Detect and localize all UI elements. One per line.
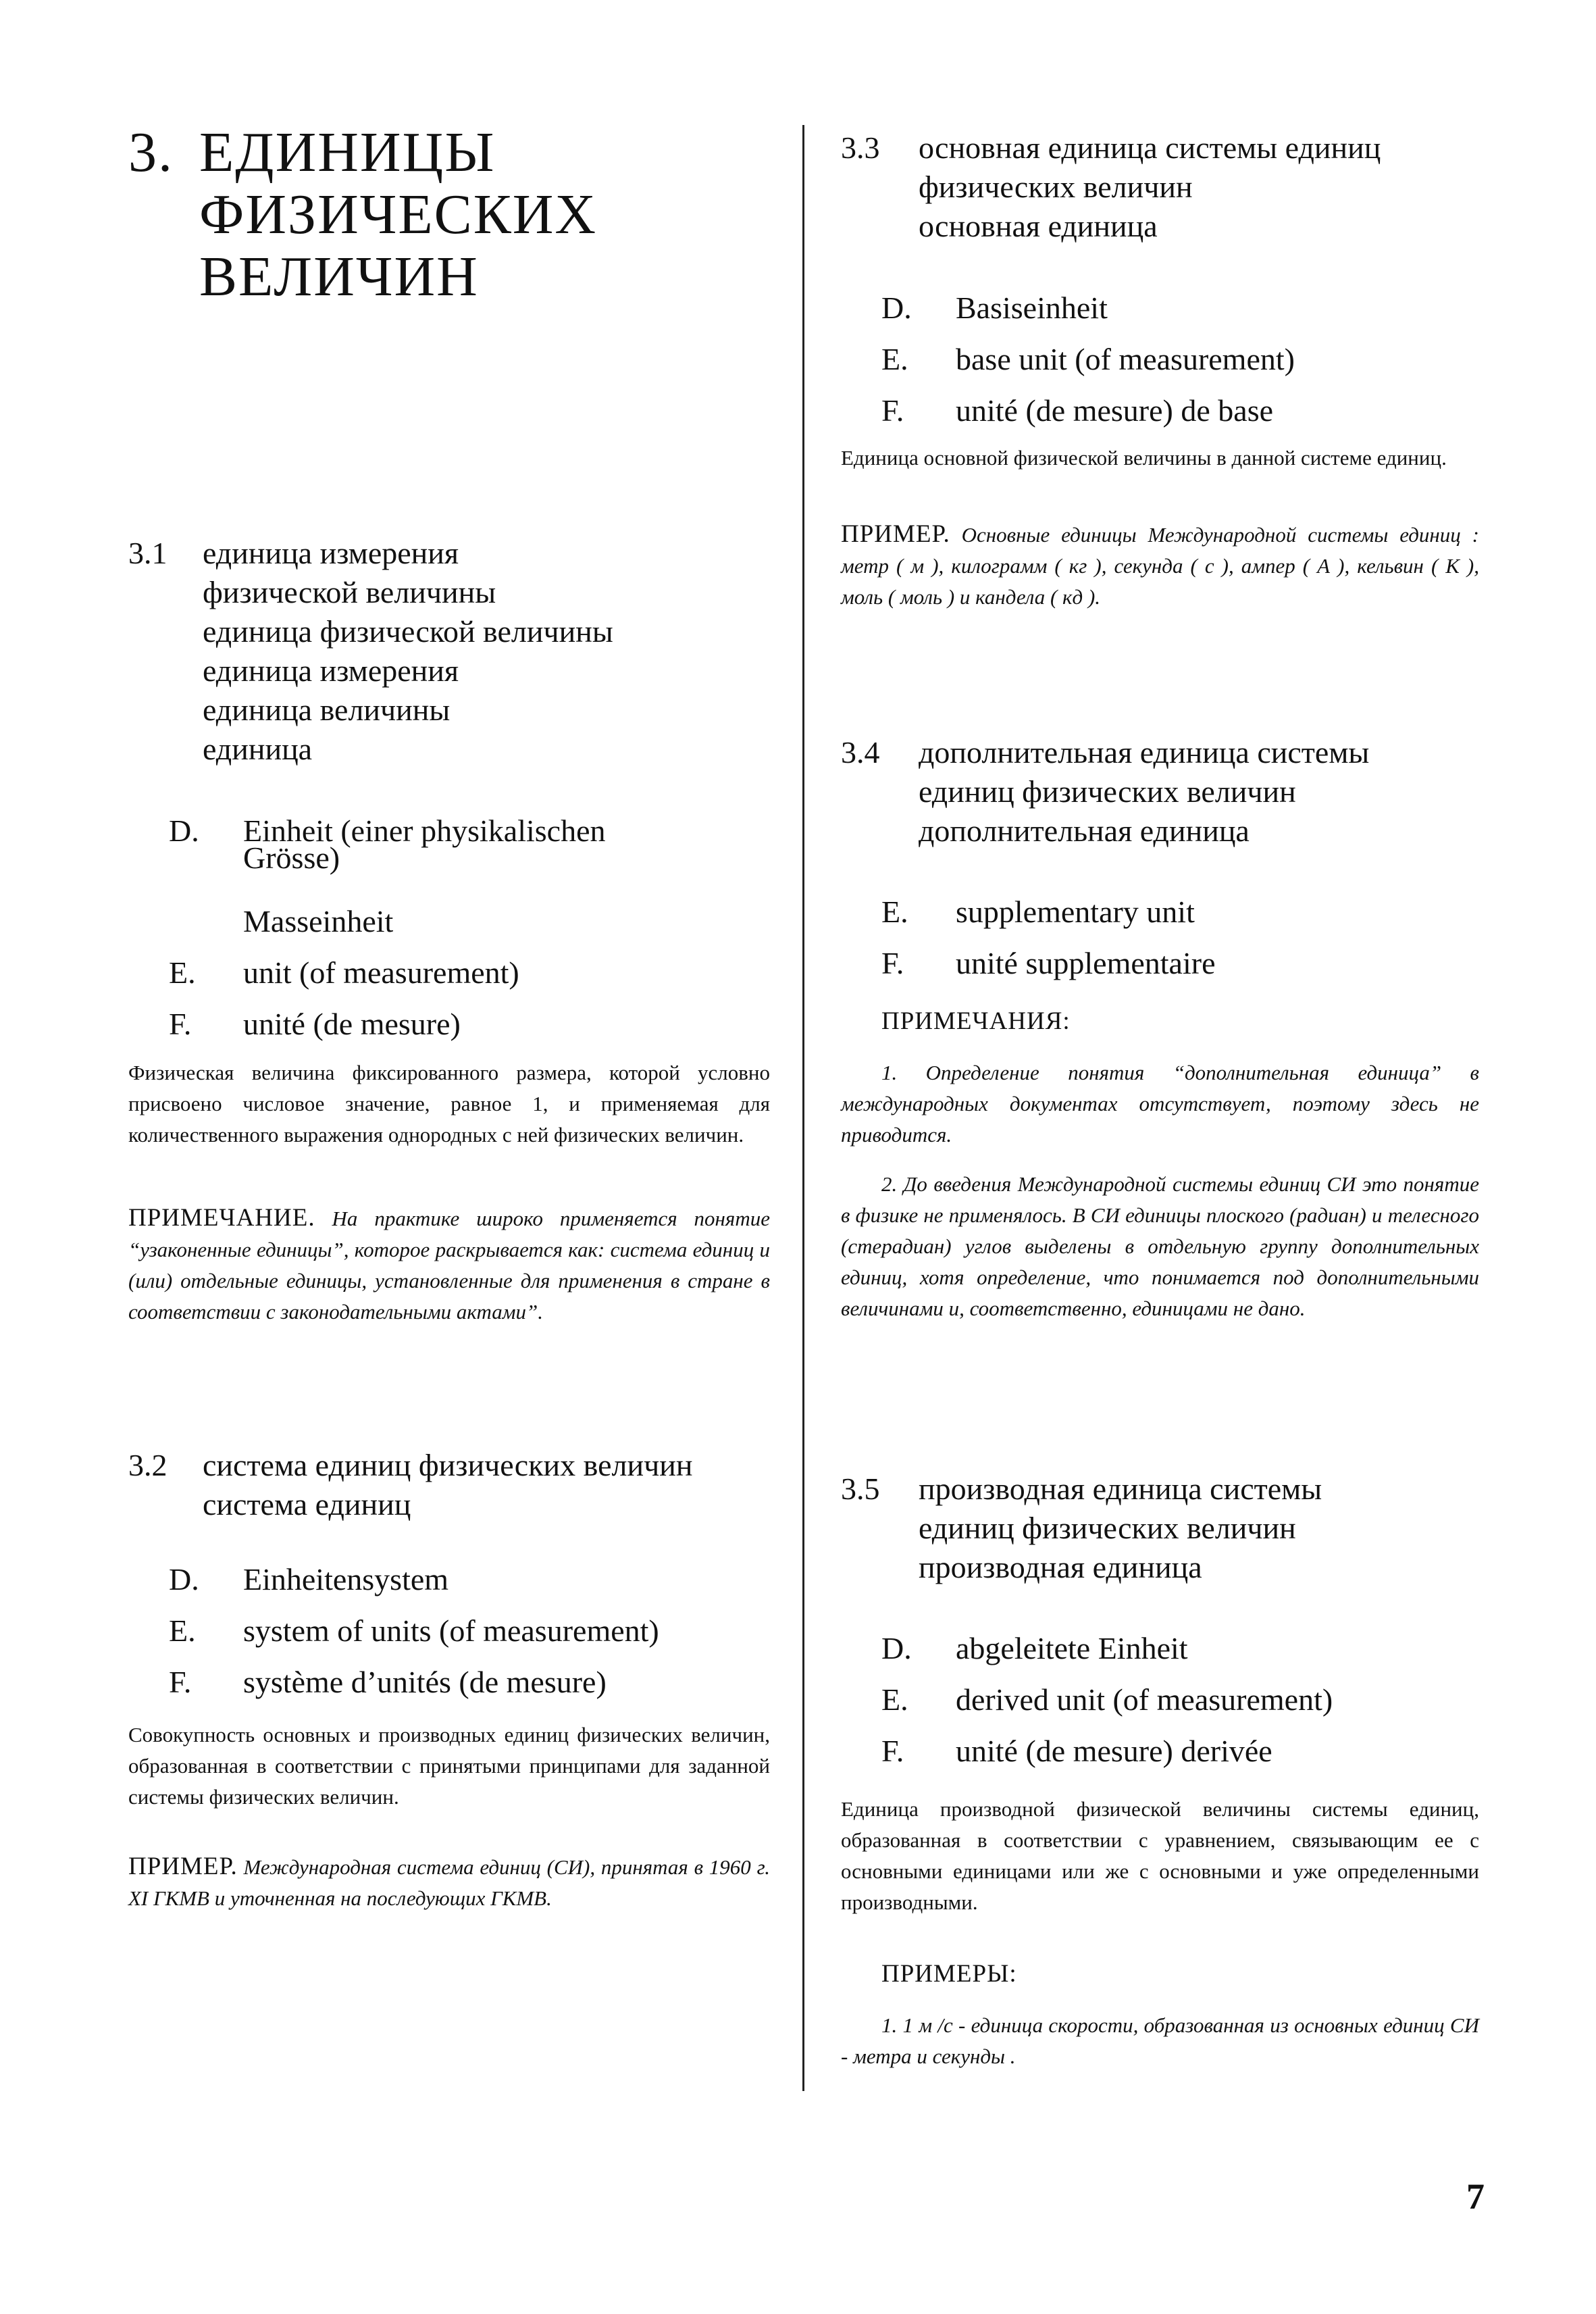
equivalents-3-3 xyxy=(881,282,1476,436)
lang-label-en: E. xyxy=(881,1682,908,1717)
term-name-primary: система единиц физических величин xyxy=(203,1448,693,1482)
term-synonym: единица физической величины xyxy=(203,614,613,649)
chapter-title xyxy=(199,122,672,308)
notes-label-3-4: ПРИМЕЧАНИЯ: xyxy=(881,1007,1071,1035)
example-label: ПРИМЕР. xyxy=(128,1853,238,1880)
term-number: 3.4 xyxy=(841,735,880,770)
chapter-title-line: ЕДИНИЦЫ xyxy=(199,121,496,184)
equivalent-fr xyxy=(881,385,1476,436)
equivalent-text: système d’unités (de mesure) xyxy=(243,1665,607,1699)
note-text: На практике широко применяется понятие “узаконенные единицы”, которое раскрывается как: система единиц и (или) отдельные единицы, установленные для применения в стране в соответствии с законодательными актами”. xyxy=(128,1207,770,1324)
term-synonym: дополнительная единица xyxy=(919,813,1250,848)
example-3-3 xyxy=(841,519,1479,613)
note-3-4-2: 2. До введения Международной системы единиц СИ это понятие в физике не применялось. В СИ единицы плоского (радиан) и телесного (стерадиан) углов выделены в отдельную группу дополнительных единиц, хотя определение, что понимается под дополнительными величинами и, соответственно, единицами не дано. xyxy=(841,1172,1479,1320)
equivalent-text: Basiseinheit xyxy=(956,291,1108,325)
lang-label-fr: F. xyxy=(881,393,904,428)
lang-label-fr: F. xyxy=(169,1665,192,1699)
equivalent-en xyxy=(169,1605,777,1657)
equivalent-de-2 xyxy=(169,896,777,947)
definition-3-3: Единица основной физической величины в данной системе единиц. xyxy=(841,446,1447,470)
lang-label-fr: F. xyxy=(169,1007,192,1041)
example-3-2 xyxy=(128,1851,770,1914)
equivalent-de xyxy=(881,282,1476,334)
definition-3-2: Совокупность основных и производных единиц физических величин, образованная в соответствии с принятыми принципами для заданной системы физических величин. xyxy=(128,1723,770,1809)
term-number: 3.1 xyxy=(128,536,168,570)
term-synonym: единица xyxy=(203,732,313,766)
note-label: ПРИМЕЧАНИЕ. xyxy=(128,1204,315,1232)
term-synonym: единица измерения xyxy=(203,653,459,688)
lang-label-fr: F. xyxy=(881,946,904,980)
term-names xyxy=(203,1446,692,1524)
equivalents-3-2 xyxy=(169,1554,777,1708)
equivalents-3-1 xyxy=(169,805,777,1050)
lang-label-de: D. xyxy=(881,291,912,325)
term-name-primary: единиц физических величин xyxy=(919,1511,1296,1545)
term-number: 3.2 xyxy=(128,1448,168,1482)
term-number: 3.3 xyxy=(841,130,880,165)
example-text: Основные единицы Международной системы единиц : метр ( м ), килограмм ( кг ), секунда ( с ), ампер ( А ), кельвин ( К ), моль ( моль ) и кандела ( кд ). xyxy=(841,523,1479,609)
equivalent-text: unité (de mesure) xyxy=(243,1007,461,1041)
term-names xyxy=(919,1469,1322,1587)
equivalent-text: derived unit (of measurement) xyxy=(956,1682,1333,1717)
equivalent-text: Einheit (einer physikalischen xyxy=(243,813,606,848)
chapter-number: 3. xyxy=(128,121,174,184)
equivalent-text: unit (of measurement) xyxy=(243,955,519,990)
equivalent-en xyxy=(881,334,1476,385)
chapter-title-line: ФИЗИЧЕСКИХ xyxy=(199,183,598,246)
note-3-4-1: 1. Определение понятия “дополнительная единица” в международных документах отсутствует, поэтому здесь не приводится. xyxy=(841,1061,1479,1147)
term-name-primary: основная единица системы единиц xyxy=(919,130,1381,165)
equivalent-text: abgeleitete Einheit xyxy=(956,1631,1188,1665)
term-name-primary: дополнительная единица системы xyxy=(919,735,1370,770)
equivalent-en xyxy=(169,947,777,999)
chapter-title-line: ВЕЛИЧИН xyxy=(199,245,479,308)
equivalent-text: unité (de mesure) de base xyxy=(956,393,1274,428)
example-3-5-1: 1. 1 м /с - единица скорости, образованная из основных единиц СИ - метра и секунды . xyxy=(841,2013,1479,2068)
equivalent-de xyxy=(881,1623,1476,1674)
lang-label-de: D. xyxy=(169,1562,199,1596)
lang-label-en: E. xyxy=(881,342,908,376)
equivalent-text: system of units (of measurement) xyxy=(243,1613,659,1648)
lang-label-fr: F. xyxy=(881,1734,904,1768)
equivalent-text: Grösse) xyxy=(243,840,340,875)
equivalent-text: Masseinheit xyxy=(243,904,394,938)
term-name-primary: единиц физических величин xyxy=(919,774,1296,809)
page-number: 7 xyxy=(1466,2176,1485,2217)
equivalents-3-5 xyxy=(881,1623,1476,1777)
equivalent-fr xyxy=(169,1657,777,1708)
equivalent-text: Einheitensystem xyxy=(243,1562,449,1596)
term-name-primary: физической величины xyxy=(203,575,496,609)
term-name-primary: физических величин xyxy=(919,170,1193,204)
term-names xyxy=(203,534,613,769)
equivalent-fr xyxy=(169,999,777,1050)
equivalent-fr xyxy=(881,1726,1476,1777)
examples-label-3-5: ПРИМЕРЫ: xyxy=(881,1960,1017,1988)
term-name-primary: производная единица системы xyxy=(919,1472,1322,1506)
equivalent-text: supplementary unit xyxy=(956,895,1195,929)
term-names xyxy=(919,128,1381,246)
lang-label-en: E. xyxy=(169,955,196,990)
equivalent-text: unité supplementaire xyxy=(956,946,1216,980)
lang-label-en: E. xyxy=(881,895,908,929)
term-name-primary: единица измерения xyxy=(203,536,459,570)
lang-label-en: E. xyxy=(169,1613,196,1648)
example-label: ПРИМЕР. xyxy=(841,520,950,548)
term-synonym: система единиц xyxy=(203,1487,411,1521)
lang-label-de: D. xyxy=(881,1631,912,1665)
equivalent-fr xyxy=(881,938,1476,989)
term-synonym: производная единица xyxy=(919,1550,1202,1584)
equivalent-en xyxy=(881,886,1476,938)
definition-3-5: Единица производной физической величины системы единиц, образованная в соответствии с уравнением, связывающим ее с основными единицами или же с основными и уже определенными производными. xyxy=(841,1797,1479,1914)
term-names xyxy=(919,733,1369,851)
note-3-1 xyxy=(128,1203,770,1328)
term-synonym: единица величины xyxy=(203,693,451,727)
equivalent-text: base unit (of measurement) xyxy=(956,342,1295,376)
equivalent-de xyxy=(169,1554,777,1605)
equivalents-3-4 xyxy=(881,886,1476,989)
column-divider xyxy=(802,125,804,2091)
equivalent-en xyxy=(881,1674,1476,1726)
term-synonym: основная единица xyxy=(919,209,1158,243)
example-text: Международная система единиц (СИ), принятая в 1960 г. XI ГКМВ и уточненная на последующих ГКМВ. xyxy=(128,1855,770,1910)
lang-label-de: D. xyxy=(169,813,199,848)
equivalent-text: unité (de mesure) derivée xyxy=(956,1734,1272,1768)
term-number: 3.5 xyxy=(841,1472,880,1506)
equivalent-de-cont xyxy=(169,840,777,896)
definition-3-1: Физическая величина фиксированного размера, которой условно присвоено числовое значение, равное 1, и применяемая для количественного выражения однородных с ней физических величин. xyxy=(128,1061,770,1147)
